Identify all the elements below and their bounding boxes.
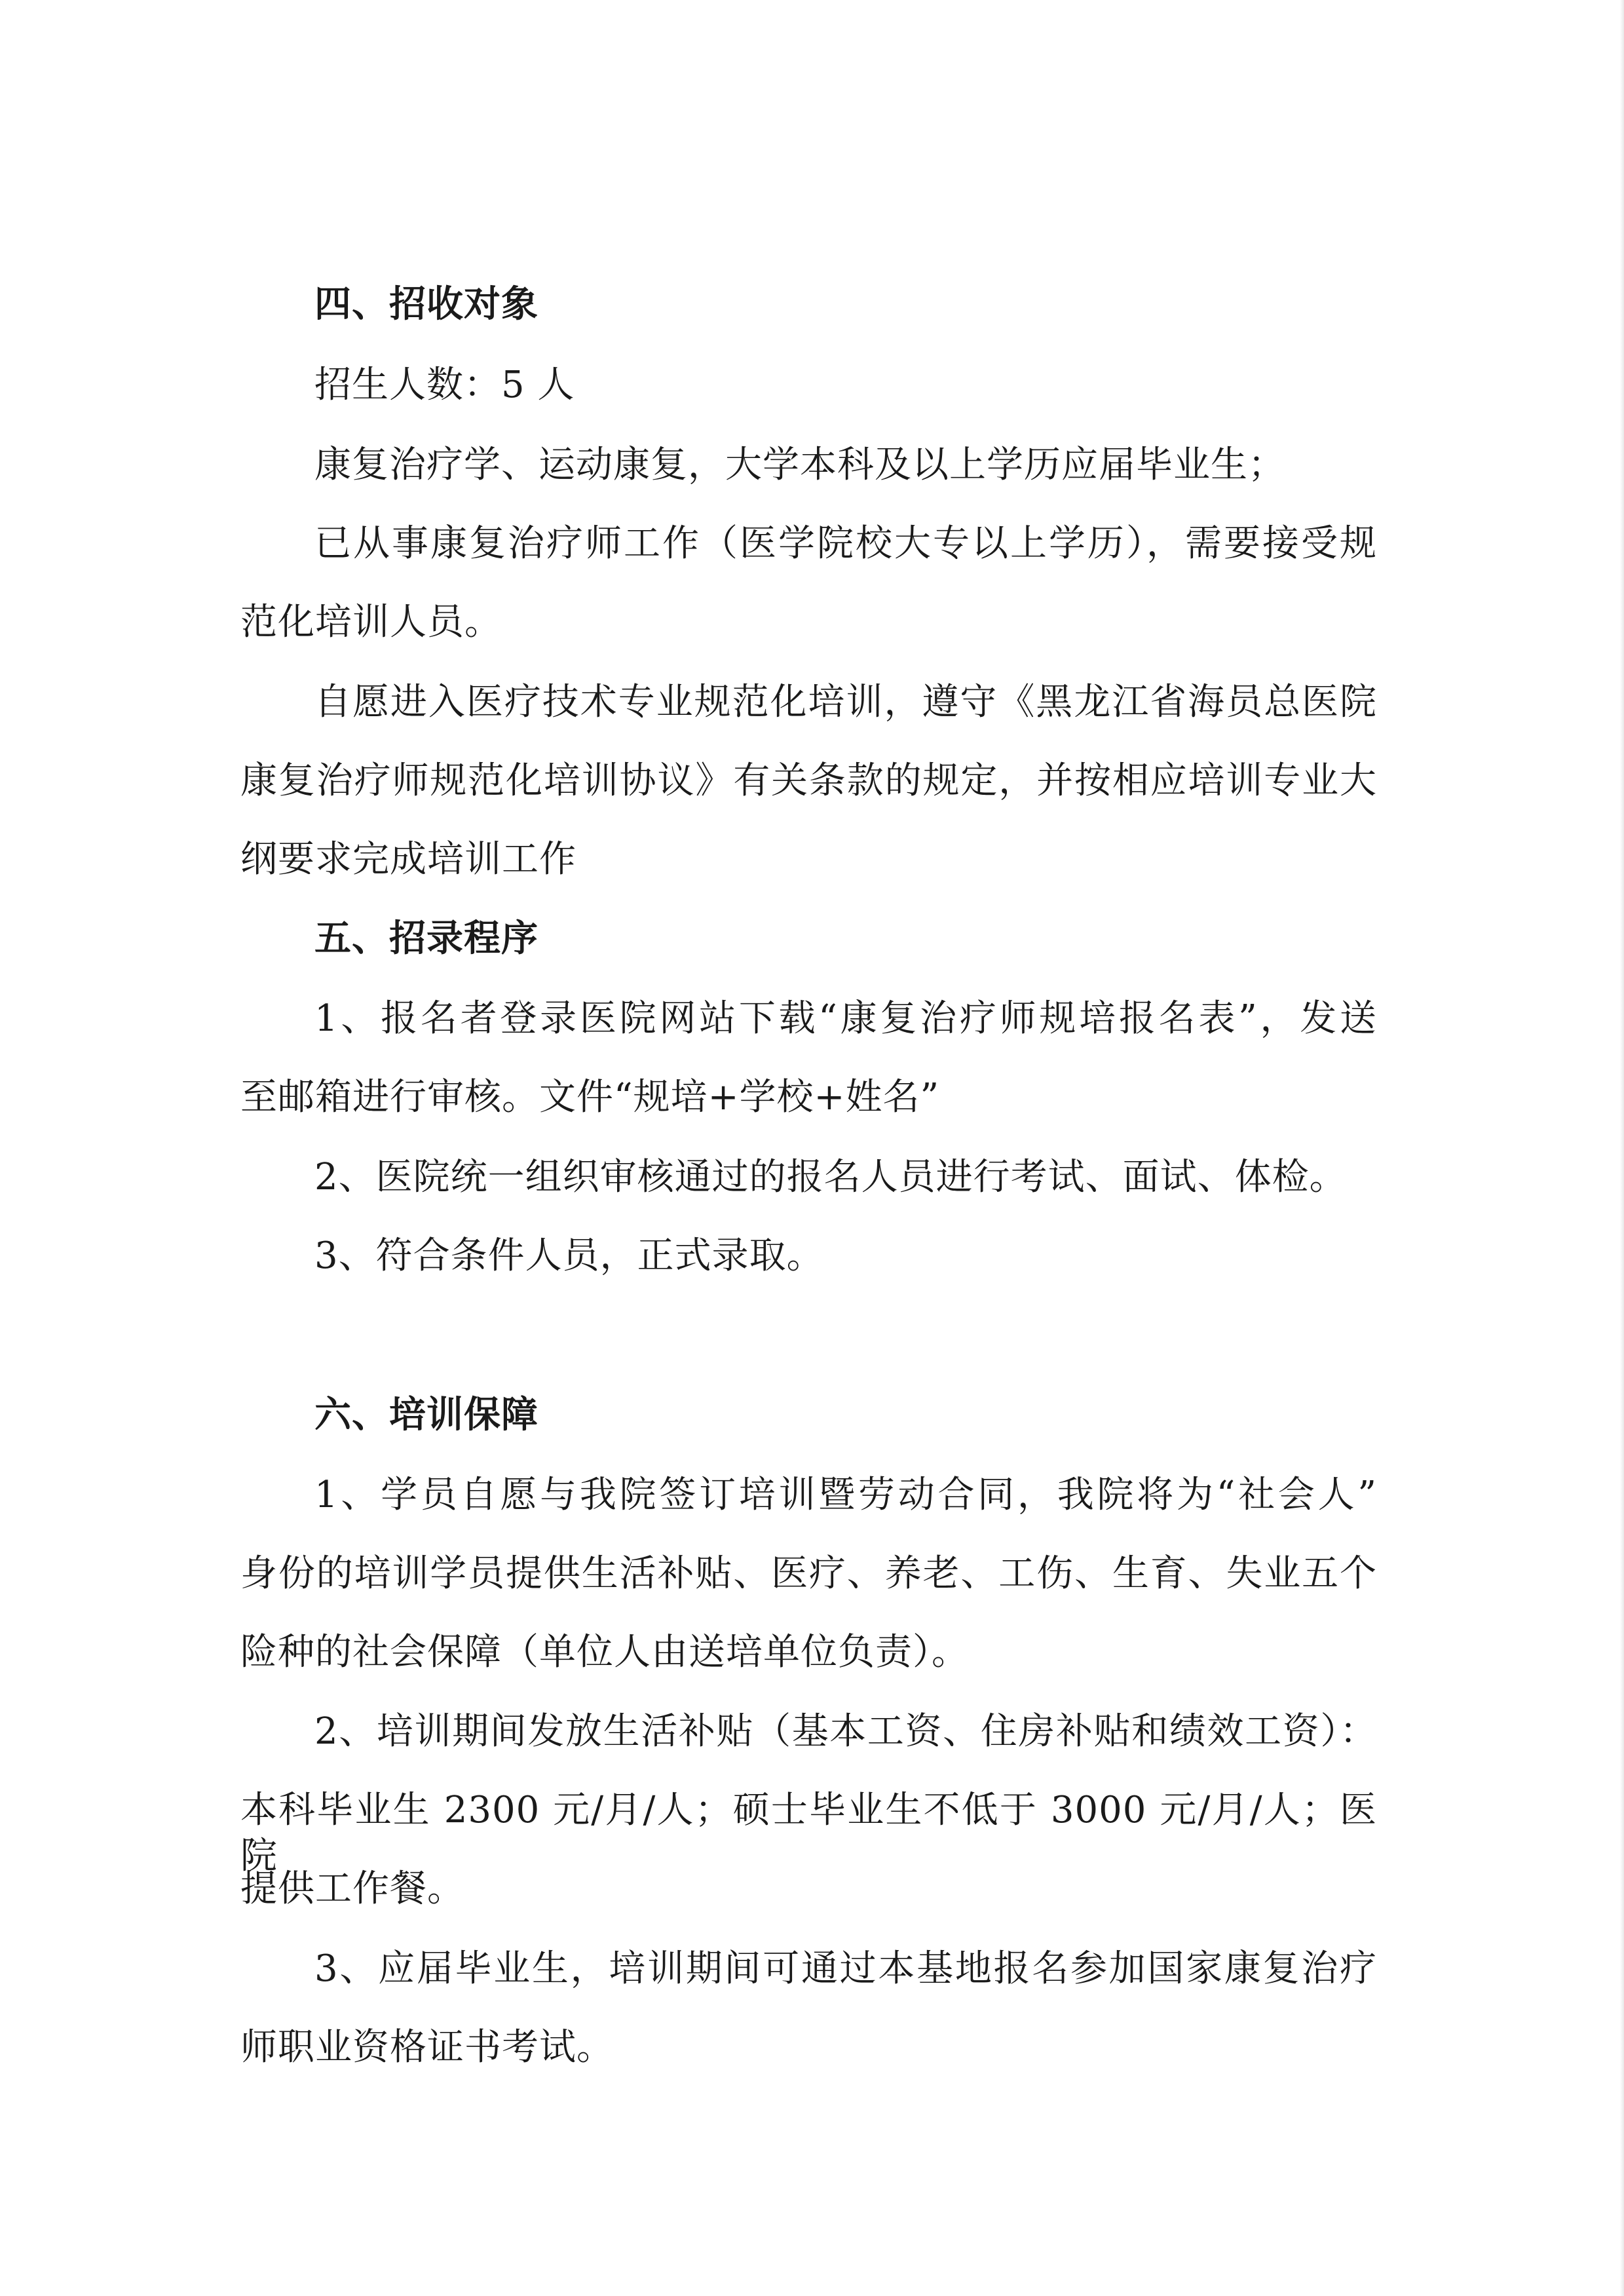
guarantee-item-1-line2: 身份的培训学员提供生活补贴、医疗、养老、工伤、生育、失业五个 — [240, 1552, 1377, 1595]
enrollment-count: 招生人数：5 人 — [314, 364, 575, 406]
procedure-item-1-line2: 至邮箱进行审核。文件“规培+学校+姓名” — [240, 1076, 940, 1119]
paragraph-agreement-line1: 自愿进入医疗技术专业规范化培训，遵守《黑龙江省海员总医院 — [314, 681, 1377, 723]
guarantee-item-2-line3: 提供工作餐。 — [240, 1867, 464, 1910]
guarantee-item-1-line1: 1、学员自愿与我院签订培训暨劳动合同，我院将为“社会人” — [314, 1474, 1377, 1516]
paragraph-qualification: 康复治疗学、运动康复，大学本科及以上学历应届毕业生； — [314, 444, 1285, 486]
guarantee-item-3-line1: 3、应届毕业生，培训期间可通过本基地报名参加国家康复治疗 — [314, 1947, 1377, 1990]
paragraph-working-therapists-line1: 已从事康复治疗师工作（医学院校大专以上学历），需要接受规 — [314, 522, 1377, 565]
guarantee-item-3-line2: 师职业资格证书考试。 — [240, 2026, 614, 2069]
section-heading-recruitment-targets: 四、招收对象 — [314, 283, 538, 326]
guarantee-item-2-line2: 本科毕业生 2300 元/月/人；硕士毕业生不低于 3000 元/月/人；医院 — [240, 1789, 1377, 1877]
paragraph-agreement-line2: 康复治疗师规范化培训协议》有关条款的规定，并按相应培训专业大 — [240, 759, 1377, 802]
scan-edge-shadow — [1620, 0, 1624, 2296]
procedure-item-3: 3、符合条件人员，正式录取。 — [314, 1234, 824, 1277]
procedure-item-1-line1: 1、报名者登录医院网站下载“康复治疗师规培报名表”，发送 — [314, 997, 1377, 1040]
paragraph-agreement-line3: 纲要求完成培训工作 — [240, 838, 576, 881]
guarantee-item-1-line3: 险种的社会保障（单位人由送培单位负责）。 — [240, 1631, 969, 1674]
section-heading-admission-procedure: 五、招录程序 — [314, 917, 538, 960]
section-heading-training-guarantee: 六、培训保障 — [314, 1394, 538, 1436]
procedure-item-2: 2、医院统一组织审核通过的报名人员进行考试、面试、体检。 — [314, 1156, 1347, 1198]
guarantee-item-2-line1: 2、培训期间发放生活补贴（基本工资、住房补贴和绩效工资）： — [314, 1710, 1377, 1753]
paragraph-working-therapists-line2: 范化培训人员。 — [240, 601, 502, 643]
